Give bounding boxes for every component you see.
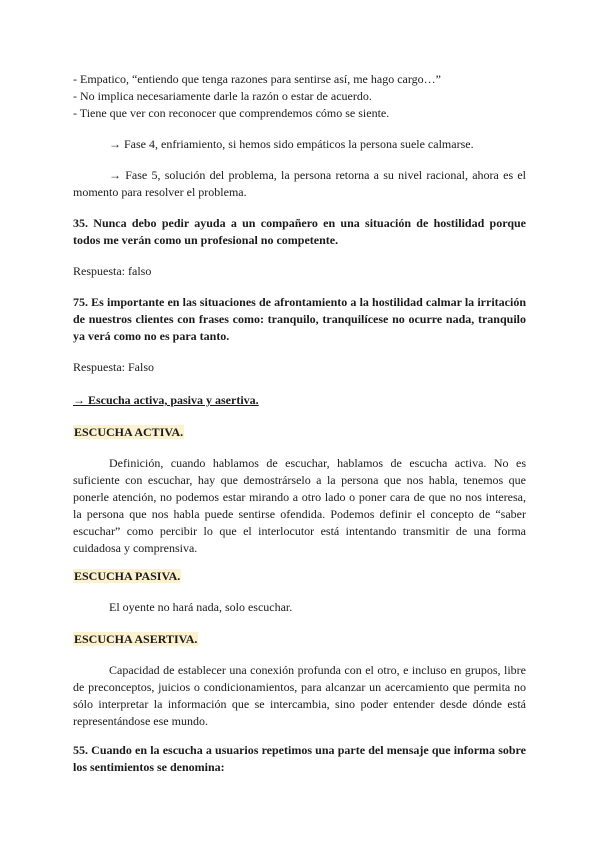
question-55: 55. Cuando en la escucha a usuarios repetimos una parte del mensaje que informa sobre los sentimientos se denomina: bbox=[73, 743, 526, 774]
escucha-activa-heading: ESCUCHA ACTIVA. bbox=[74, 425, 184, 439]
empathy-list bbox=[73, 71, 526, 122]
escucha-activa-heading-row bbox=[73, 424, 526, 441]
question-75: 75. Es importante en las situaciones de afrontamiento a la hostilidad calmar la irritación de nuestros clientes con frases como: tranquilo, tranquilícese no ocurre nada, tranquilo ya verá como no es para tanto. bbox=[73, 295, 526, 343]
escucha-asertiva-text: Capacidad de establecer una conexión profunda con el otro, e incluso en grupos, libre de preconceptos, juicios o condicionamientos, para alcanzar un acercamiento que permita no sólo interpretar la información que se intercambia, sino poder entender desde dónde está representándose ese mundo. bbox=[73, 663, 526, 728]
phase-4-paragraph: → Fase 4, enfriamiento, si hemos sido empáticos la persona suele calmarse. bbox=[109, 137, 474, 151]
escucha-asertiva-heading: ESCUCHA ASERTIVA. bbox=[74, 632, 198, 646]
list-item: - Empatico, “entiendo que tenga razones para sentirse así, me hago cargo…” bbox=[73, 72, 441, 86]
question-35: 35. Nunca debo pedir ayuda a un compañero en una situación de hostilidad porque todos me verán como un profesional no competente. bbox=[73, 216, 526, 247]
list-item: - Tiene que ver con reconocer que comprendemos cómo se siente. bbox=[73, 106, 390, 120]
escucha-pasiva-heading-row bbox=[73, 568, 526, 585]
answer-35: Respuesta: falso bbox=[73, 264, 152, 278]
section-title-text: → Escucha activa, pasiva y asertiva. bbox=[73, 393, 259, 407]
phase-5-paragraph: → Fase 5, solución del problema, la persona retorna a su nivel racional, ahora es el momento para resolver el problema. bbox=[73, 168, 526, 199]
escucha-pasiva-text: El oyente no hará nada, solo escuchar. bbox=[109, 600, 293, 614]
escucha-pasiva-heading: ESCUCHA PASIVA. bbox=[74, 569, 181, 583]
list-item: - No implica necesariamente darle la razón o estar de acuerdo. bbox=[73, 89, 372, 103]
answer-75: Respuesta: Falso bbox=[73, 360, 154, 374]
escucha-asertiva-heading-row bbox=[73, 631, 526, 648]
escucha-activa-text: Definición, cuando hablamos de escuchar, hablamos de escucha activa. No es suficiente con escuchar, hay que demostrárselo a la persona que nos habla, tenemos que ponerle atención, no podemos estar mirando a otro lado o poner cara de que no nos interesa, la persona que nos habla puede sentirse ofendida. Podemos definir el concepto de “saber escuchar” como percibir lo que el interlocutor está intentando transmitir de una forma cuidadosa y comprensiva. bbox=[73, 456, 526, 555]
section-title bbox=[73, 392, 526, 409]
